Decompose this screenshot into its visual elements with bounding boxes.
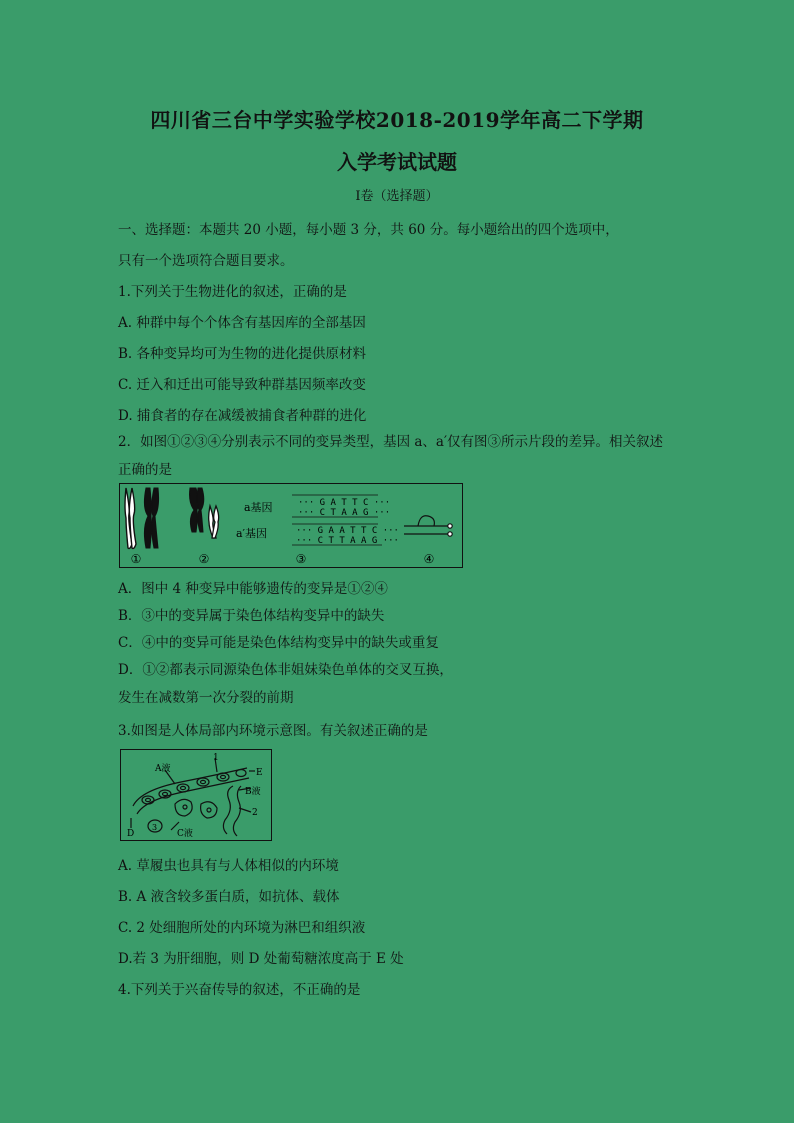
label-a-liquid: A液 [155, 764, 171, 774]
seq-a2-bottom: ··· C T T A A G ··· [296, 536, 399, 546]
intro-line-1: 一、选择题：本题共 20 小题，每小题 3 分，共 60 分。每小题给出的四个选项中， [118, 222, 619, 238]
fig-label-1: ① [130, 552, 142, 566]
q3-option-a: A. 草履虫也具有与人体相似的内环境 [118, 858, 339, 874]
q2-option-c: C．④中的变异可能是染色体结构变异中的缺失或重复 [118, 635, 439, 651]
chromosome-pair-2b [209, 506, 219, 538]
fig-label-4: ④ [423, 552, 435, 566]
chromosome-pair-1b [144, 488, 158, 548]
q2-stem-line-1: 2．如图①②③④分别表示不同的变异类型，基因 a、a′仅有图③所示片段的差异。相关叙述 [118, 434, 664, 450]
q1-option-b: B. 各种变异均可为生物的进化提供原材料 [118, 346, 367, 362]
q1-option-d: D. 捕食者的存在减缓被捕食者种群的进化 [118, 408, 367, 424]
label-d: D [127, 829, 135, 839]
q1-option-a: A. 种群中每个个体含有基因库的全部基因 [118, 315, 366, 331]
q3-figure [120, 749, 272, 841]
q2-option-d: D．①②都表示同源染色体非姐妹染色单体的交叉互换， [118, 662, 453, 678]
q2-option-b: B．③中的变异属于染色体结构变异中的缺失 [118, 608, 385, 624]
chromosome-pair-1 [125, 488, 136, 549]
q1-option-c: C. 迁入和迁出可能导致种群基因频率改变 [118, 377, 366, 393]
q3-option-b: B. A 液含较多蛋白质，如抗体、载体 [118, 889, 340, 905]
gene-a-label: a基因 [244, 501, 273, 514]
q2-figure [119, 483, 463, 568]
label-1: 1 [213, 753, 219, 763]
seq-a-bottom: ··· C T A A G ··· [298, 508, 391, 518]
q2-stem-line-2: 正确的是 [118, 462, 172, 478]
chromosome-variation-diagram [120, 484, 462, 567]
label-c-liquid: C液 [177, 829, 193, 839]
label-e: E [256, 768, 263, 778]
section-heading: Ⅰ卷（选择题） [355, 189, 439, 204]
seq-a-top: ··· G A T T C ··· [298, 498, 391, 508]
q3-option-c: C. 2 处细胞所处的内环境为淋巴和组织液 [118, 920, 366, 936]
seq-a2-top: ··· G A A T T C ··· [296, 526, 399, 536]
gene-a-prime-label: a′基因 [236, 527, 268, 540]
q3-stem: 3.如图是人体局部内环境示意图。有关叙述正确的是 [118, 723, 428, 739]
q1-stem: 1.下列关于生物进化的叙述，正确的是 [118, 284, 347, 300]
chromosome-loop-diagram [404, 516, 452, 536]
chromosome-pair-2 [190, 488, 204, 532]
label-2: 2 [252, 808, 258, 818]
title-line-2: 入学考试试题 [337, 150, 457, 174]
intro-line-2: 只有一个选项符合题目要求。 [118, 253, 294, 269]
label-3: 3 [152, 823, 158, 832]
q2-option-a: A．图中 4 种变异中能够遗传的变异是①②④ [118, 581, 388, 597]
q3-option-d: D.若 3 为肝细胞，则 D 处葡萄糖浓度高于 E 处 [118, 951, 404, 967]
internal-environment-diagram [121, 750, 271, 840]
fig-label-2: ② [198, 552, 210, 566]
q2-option-d-cont: 发生在减数第一次分裂的前期 [118, 690, 294, 706]
q4-stem: 4.下列关于兴奋传导的叙述，不正确的是 [118, 982, 361, 998]
fig-label-3: ③ [295, 552, 307, 566]
title-line-1: 四川省三台中学实验学校2018-2019学年高二下学期 [150, 108, 644, 132]
label-b-liquid: B液 [245, 787, 261, 797]
